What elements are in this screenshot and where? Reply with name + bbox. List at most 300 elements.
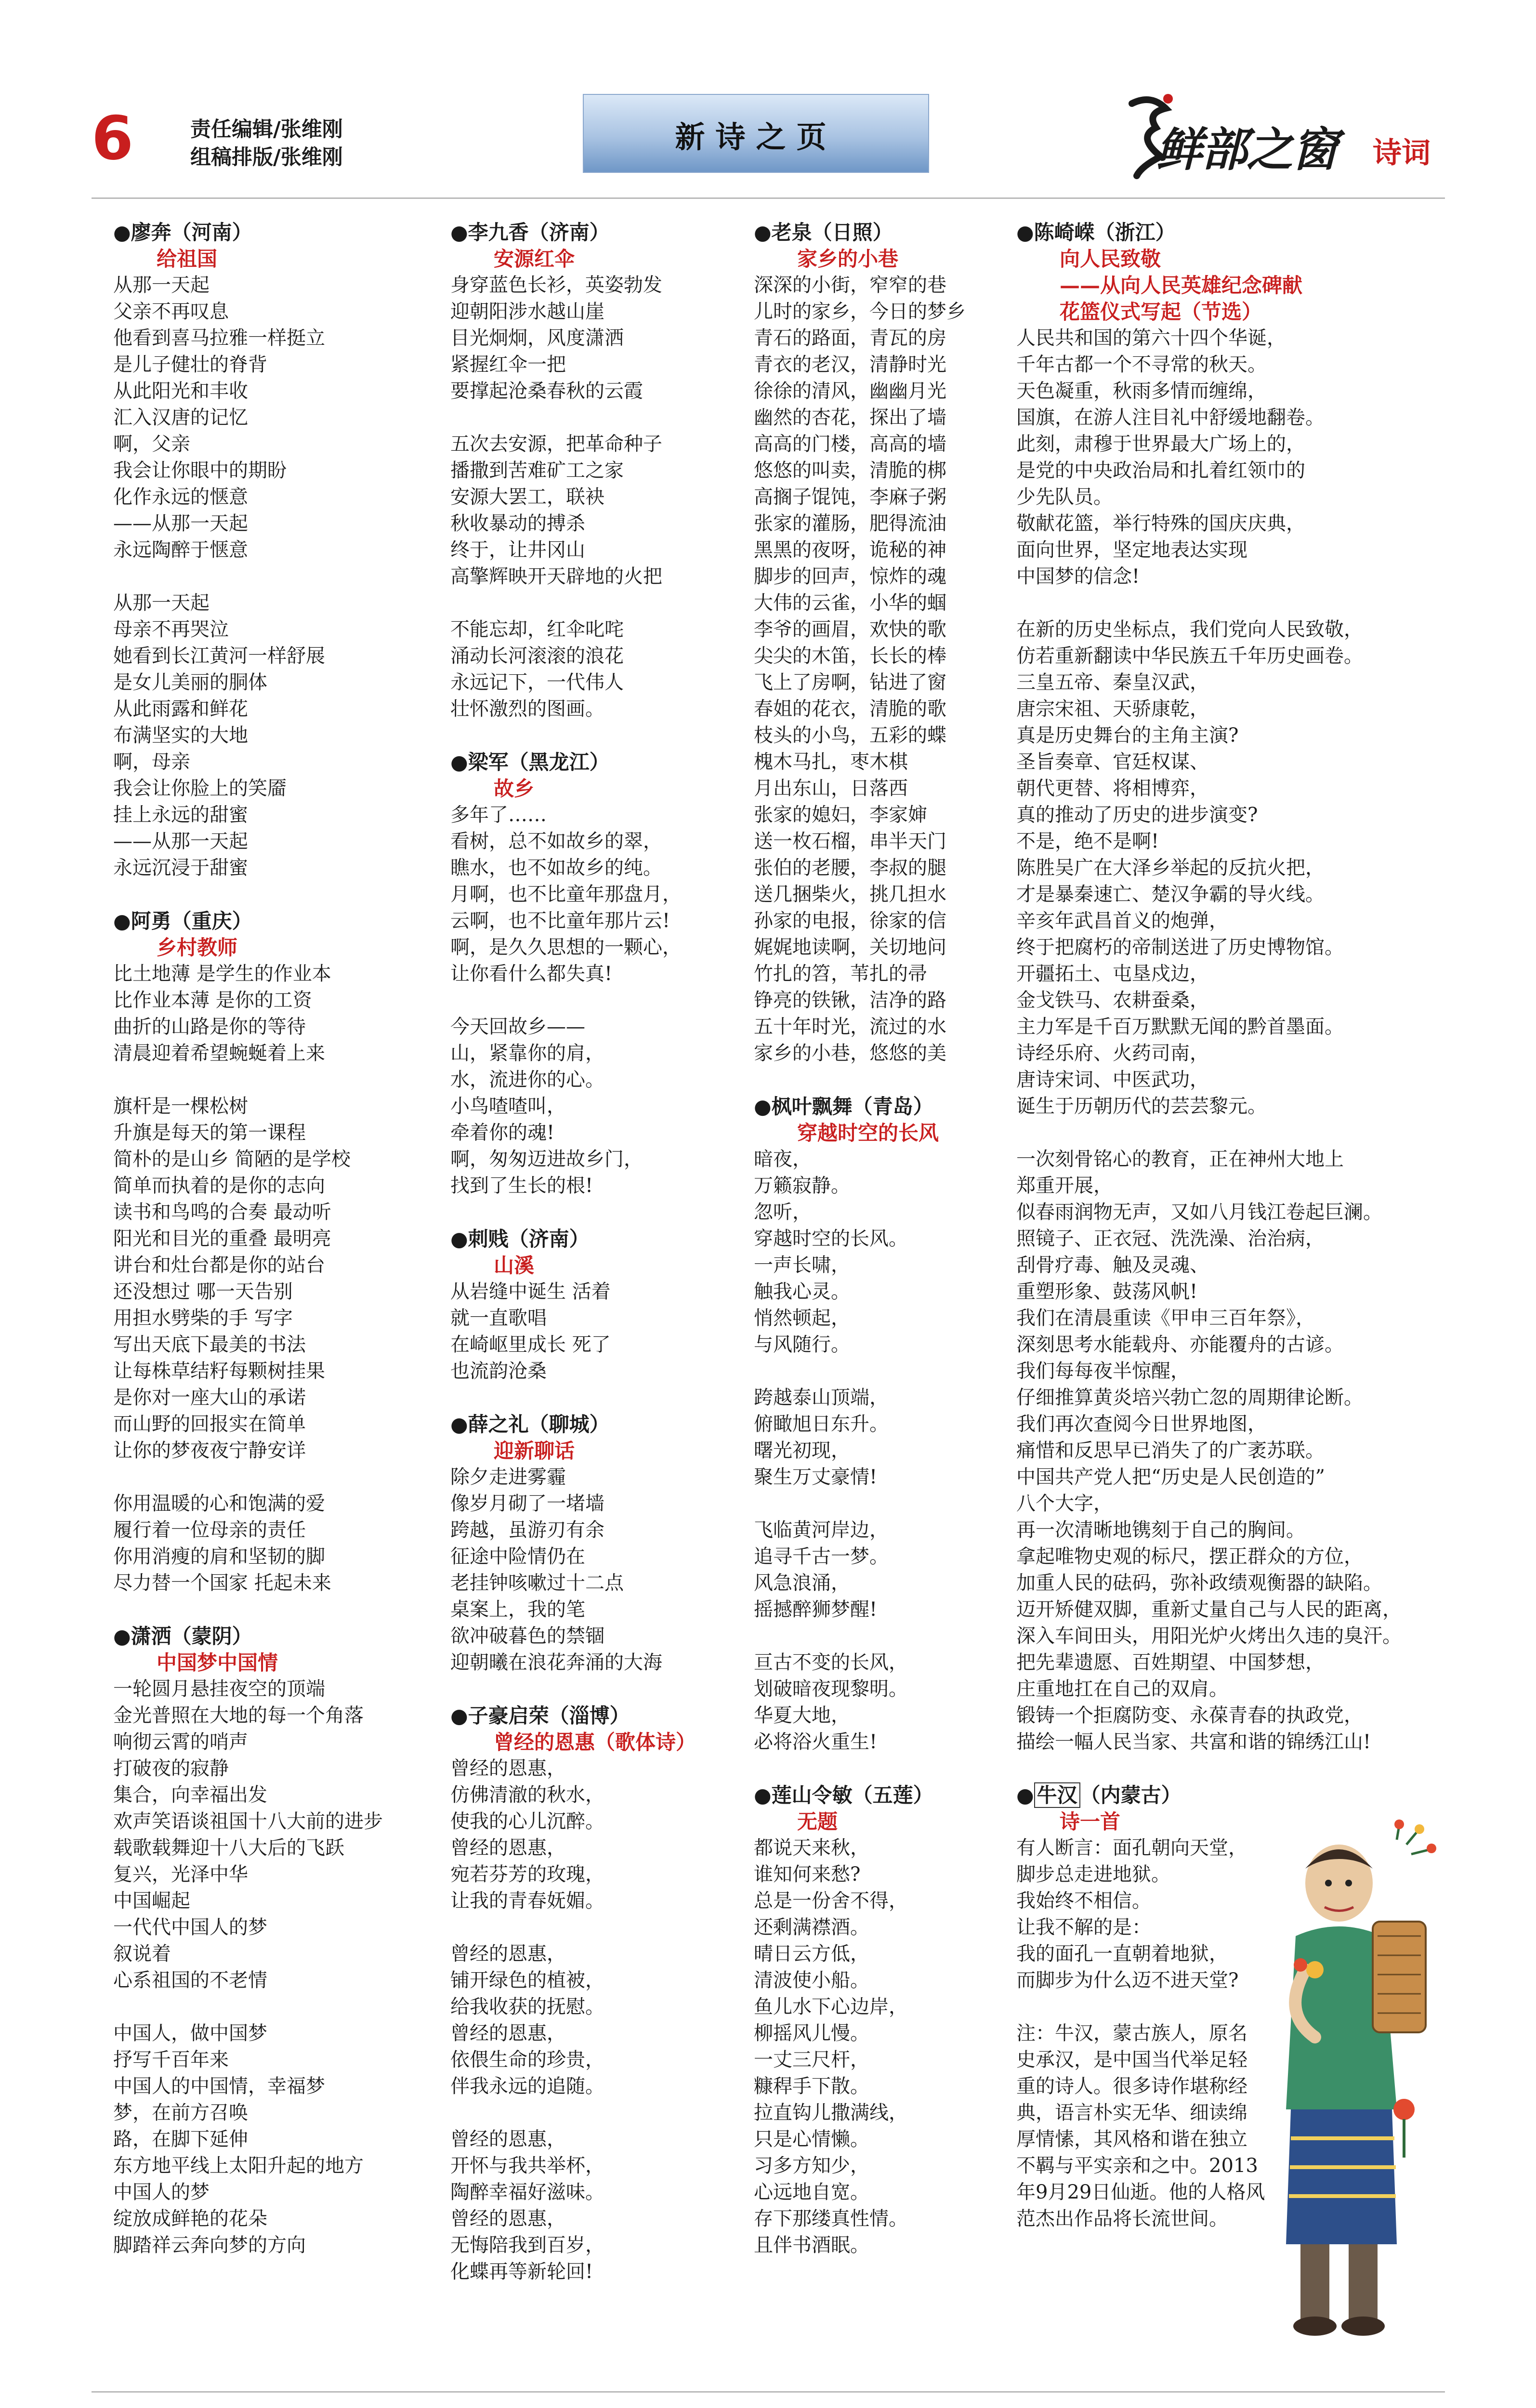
- poem-line: 尽力替一个国家 托起未来: [113, 1572, 331, 1594]
- poem-title: 安源红伞: [494, 247, 575, 271]
- poem-line: 让我不解的是：: [1016, 1916, 1151, 1938]
- poem-body: [1016, 1835, 1286, 2232]
- poem-line: 比作业本薄 是你的工资: [113, 989, 312, 1011]
- stanza-break: [113, 1994, 431, 2020]
- poem-line: 化蝶再等新轮回!: [450, 2261, 593, 2283]
- poem-line: 李爷的画眉，欢快的歌: [754, 618, 946, 641]
- author-region: （内蒙古）: [1080, 1783, 1182, 1807]
- poem-line: 是你对一座大山的承诺: [113, 1387, 306, 1409]
- editor-credits: [190, 116, 343, 171]
- poem-title: 曾经的恩惠（歌体诗）: [494, 1730, 696, 1754]
- poem-line: 仿若重新翻读中华民族五千年历史画卷。: [1016, 645, 1363, 667]
- poem-line: 让你的梦夜夜宁静安详: [113, 1440, 306, 1462]
- poem-line: 华夏大地，: [754, 1704, 850, 1727]
- poem-line: 厚情愫，其风格和谐在独立: [1016, 2128, 1247, 2150]
- poem-line: 送几捆柴火，挑几担水: [754, 883, 946, 905]
- poem-author: ●子豪启荣（淄博）: [450, 1704, 630, 1727]
- poem-line: 让每株草结籽每颗树挂果: [113, 1360, 325, 1382]
- poem-section: [754, 219, 1024, 1067]
- poem-line: 竹扎的笤，苇扎的帚: [754, 963, 927, 985]
- poem-section: [450, 1702, 739, 2285]
- section-gap: [113, 881, 431, 908]
- poem-section: [450, 1226, 739, 1385]
- poem-line: 送一枚石榴，串半天门: [754, 830, 946, 852]
- poem-line: 不羁与平实亲和之中。2013: [1016, 2155, 1258, 2177]
- section-banner: [583, 94, 929, 173]
- poem-line: 我们每每夜半惊醒，: [1016, 1360, 1190, 1382]
- poem-line: 一次刻骨铭心的教育，正在神州大地上: [1016, 1148, 1344, 1170]
- poem-line: 忽听，: [754, 1201, 812, 1223]
- poem-subtitle: ——从向人民英雄纪念碑献: [1060, 274, 1303, 297]
- poem-line: 讲台和灶台都是你的站台: [113, 1254, 325, 1276]
- poem-line: 找到了生长的根!: [450, 1175, 593, 1197]
- poem-line: 有人断言：面孔朝向天堂，: [1016, 1837, 1247, 1859]
- poem-line: 主力军是千百万默默无闻的黔首墨面。: [1016, 1016, 1344, 1038]
- poem-line: 多年了……: [450, 804, 547, 826]
- poem-body: [450, 272, 739, 722]
- poem-section: [113, 908, 431, 1597]
- poem-line: 月出东山，日落西: [754, 777, 908, 799]
- poem-line: 壮怀激烈的图画。: [450, 698, 604, 720]
- author-bullet: ●: [1016, 1783, 1034, 1807]
- poem-line: 似春雨润物无声，又如八月钱江卷起巨澜。: [1016, 1201, 1382, 1223]
- poem-line: 载歌载舞迎十八大后的飞跃: [113, 1837, 344, 1859]
- poem-title: 给祖国: [157, 247, 218, 271]
- stanza-break: [754, 1491, 1024, 1517]
- stanza-break: [450, 405, 739, 431]
- poem-author: ●潇洒（蒙阴）: [113, 1624, 252, 1648]
- poem-body: [113, 1676, 431, 2259]
- poem-line: 高擎辉映开天辟地的火把: [450, 565, 662, 588]
- poem-line: 娓娓地读啊，关切地问: [754, 936, 946, 958]
- poem-section: [113, 1623, 431, 2259]
- poem-line: 摇撼醉狮梦醒!: [754, 1598, 878, 1621]
- poem-line: 你用温暖的心和饱满的爱: [113, 1492, 325, 1515]
- poem-line: 把先辈遗愿、百姓期望、中国梦想，: [1016, 1651, 1325, 1674]
- poem-line: 俯瞰旭日东升。: [754, 1413, 889, 1435]
- poem-line: 穿越时空的长风。: [754, 1228, 908, 1250]
- poem-line: 永远陶醉于惬意: [113, 539, 248, 561]
- poem-line: 深深的小街，窄窄的巷: [754, 274, 946, 296]
- poem-line: 中国共产党人把“历史是人民创造的”: [1016, 1466, 1325, 1488]
- column-1: [113, 219, 431, 2259]
- poem-line: 辛亥年武昌首义的炮弹，: [1016, 910, 1228, 932]
- poem-line: 牵着你的魂!: [450, 1122, 555, 1144]
- poem-line: 就一直歌唱: [450, 1307, 547, 1329]
- poem-line: 张家的灌肠，肥得流油: [754, 512, 946, 535]
- poem-line: 永远沉浸于甜蜜: [113, 857, 248, 879]
- poem-line: 是女儿美丽的胴体: [113, 671, 267, 694]
- poem-line: 拉直钩儿撒满线，: [754, 2102, 908, 2124]
- poem-line: 母亲不再哭泣: [113, 618, 229, 641]
- poem-line: 圣旨奏章、官廷权谋、: [1016, 751, 1209, 773]
- poem-body: [754, 1835, 1024, 2259]
- poem-line: 复兴，光泽中华: [113, 1863, 248, 1885]
- poem-line: 唐诗宋词、中医武功，: [1016, 1069, 1209, 1091]
- poem-title: 乡村教师: [157, 936, 238, 959]
- poem-line: 张家的媳妇，李家婶: [754, 804, 927, 826]
- poem-line: 槐木马扎，枣木棋: [754, 751, 908, 773]
- poem-line: 是党的中央政治局和扎着红领巾的: [1016, 459, 1305, 482]
- poem-line: 注：牛汉，蒙古族人，原名: [1016, 2022, 1247, 2044]
- poem-line: 诞生于历朝历代的芸芸黎元。: [1016, 1095, 1267, 1117]
- poem-line: 啊，是久久思想的一颗心，: [450, 936, 682, 958]
- poem-line: 千年古都一个不寻常的秋天。: [1016, 353, 1267, 376]
- poem-line: 高高的门楼，高高的墙: [754, 433, 946, 455]
- column-3: [754, 219, 1024, 2259]
- poem-section: [754, 1782, 1024, 2259]
- poem-line: 青石的路面，青瓦的房: [754, 327, 946, 349]
- poem-line: 我们在清晨重读《甲申三百年祭》，: [1016, 1307, 1315, 1329]
- poem-line: 唐宗宋祖、天骄康乾，: [1016, 698, 1209, 720]
- poem-line: 总是一份舍不得，: [754, 1890, 908, 1912]
- poem-line: 使我的心儿沉醉。: [450, 1810, 604, 1832]
- poem-line: 重塑形象、鼓荡风帆!: [1016, 1281, 1198, 1303]
- poem-line: 曙光初现，: [754, 1440, 850, 1462]
- poem-line: 打破夜的寂静: [113, 1757, 229, 1780]
- poem-line: 追寻千古一梦。: [754, 1545, 889, 1568]
- poem-line: 不能忘却，红伞叱咤: [450, 618, 624, 641]
- logo-subtitle: 诗词: [1373, 136, 1431, 170]
- poem-line: 无悔陪我到百岁，: [450, 2234, 604, 2256]
- poem-line: 在崎岖里成长 死了: [450, 1334, 611, 1356]
- poem-line: 真是历史舞台的主角主演?: [1016, 724, 1239, 746]
- poem-line: 一声长啸，: [754, 1254, 850, 1276]
- poem-line: 鱼儿水下心边岸，: [754, 1996, 908, 2018]
- poem-line: 真的推动了历史的进步演变?: [1016, 804, 1258, 826]
- poem-line: 我会让你眼中的期盼: [113, 459, 287, 482]
- poem-title: 诗一首: [1060, 1810, 1121, 1833]
- poem-line: 都说天来秋，: [754, 1837, 869, 1859]
- poem-line: 集合，向幸福出发: [113, 1784, 267, 1806]
- poem-line: 看树，总不如故乡的翠，: [450, 830, 662, 852]
- poem-line: 不是，绝不是啊!: [1016, 830, 1159, 852]
- poem-line: 谁知何来愁?: [754, 1863, 861, 1885]
- poem-title: 迎新聊话: [494, 1439, 575, 1463]
- poem-body: [1016, 325, 1450, 1755]
- poem-line: 锻铸一个拒腐防变、永葆青春的执政党，: [1016, 1704, 1363, 1727]
- poem-line: 还剩满襟酒。: [754, 1916, 869, 1938]
- poem-line: 幽然的杏花，探出了墙: [754, 406, 946, 429]
- poem-line: 迎朝曦在浪花奔涌的大海: [450, 1651, 662, 1674]
- stanza-break: [113, 1067, 431, 1093]
- poem-line: 今天回故乡——: [450, 1016, 585, 1038]
- poem-title: 无题: [797, 1810, 838, 1833]
- poem-line: 抒写千百年来: [113, 2049, 229, 2071]
- poem-line: 青衣的老汉，清静时光: [754, 353, 946, 376]
- poem-line: 终于，让井冈山: [450, 539, 585, 561]
- poem-line: 桌案上，我的笔: [450, 1598, 585, 1621]
- poem-line: 郑重开展，: [1016, 1175, 1113, 1197]
- poem-line: 跨越，虽游刃有余: [450, 1519, 604, 1541]
- poem-line: 飞上了房啊，钻进了窗: [754, 671, 946, 694]
- stanza-break: [450, 1914, 739, 1941]
- poem-line: 给我收获的抚慰。: [450, 1996, 604, 2018]
- poem-line: 曾经的恩惠，: [450, 2022, 566, 2044]
- poem-line: 划破暗夜现黎明。: [754, 1678, 908, 1700]
- stanza-break: [1016, 1994, 1286, 2020]
- author-name: 牛汉: [1034, 1782, 1080, 1808]
- poem-line: 旗杆是一棵松树: [113, 1095, 248, 1117]
- stanza-break: [450, 2100, 739, 2126]
- poem-line: 庄重地扛在自己的双肩。: [1016, 1678, 1228, 1700]
- poem-line: 心系祖国的不老情: [113, 1969, 267, 1991]
- poem-line: 重的诗人。很多诗作堪称经: [1016, 2075, 1247, 2097]
- poem-section: [113, 219, 431, 881]
- poem-line: ——从那一天起: [113, 830, 248, 852]
- logo-text: 鲜部之窗: [1156, 122, 1337, 177]
- poem-line: 范杰出作品将长流世间。: [1016, 2208, 1228, 2230]
- poem-line: 必将浴火重生!: [754, 1731, 878, 1753]
- poem-section: [1016, 1782, 1286, 2232]
- poem-line: 风急浪涌，: [754, 1572, 850, 1594]
- footer-divider: [92, 2391, 1445, 2393]
- poem-line: 用担水劈柴的手 写字: [113, 1307, 293, 1329]
- poem-line: 目光炯炯，风度潇洒: [450, 327, 624, 349]
- poem-section: [754, 1093, 1024, 1755]
- poem-line: 安源大罢工，联袂: [450, 486, 604, 508]
- poem-line: 痛惜和反思早已消失了的广袤苏联。: [1016, 1440, 1325, 1462]
- poem-author: ●薛之礼（聊城）: [450, 1413, 610, 1436]
- poem-line: 中国梦的信念!: [1016, 565, 1140, 588]
- poem-line: 也流韵沧桑: [450, 1360, 547, 1382]
- poem-line: 存下那缕真性情。: [754, 2208, 908, 2230]
- poem-line: 仔细推算黄炎培兴勃亡忽的周期律论断。: [1016, 1387, 1363, 1409]
- poem-line: 深刻思考水能载舟、亦能覆舟的古谚。: [1016, 1334, 1344, 1356]
- poem-line: 晴日云方低，: [754, 1943, 869, 1965]
- poem-line: 从岩缝中诞生 活着: [450, 1281, 611, 1303]
- poem-line: 从此阳光和丰收: [113, 380, 248, 402]
- poem-line: 年9月29日仙逝。他的人格风: [1016, 2181, 1265, 2203]
- poem-line: 除夕走进雾霾: [450, 1466, 566, 1488]
- poem-author: ●枫叶飘舞（青岛）: [754, 1095, 933, 1118]
- poem-line: 我们再次查阅今日世界地图，: [1016, 1413, 1267, 1435]
- poem-line: 曾经的恩惠，: [450, 2128, 566, 2150]
- poem-line: 金光普照在大地的每一个角落: [113, 1704, 364, 1727]
- poem-line: 敬献花篮，举行特殊的国庆庆典，: [1016, 512, 1305, 535]
- poem-line: 父亲不再叹息: [113, 301, 229, 323]
- poem-author: ●刺贱（济南）: [450, 1227, 590, 1251]
- poem-line: 大伟的云雀，小华的蝈: [754, 592, 946, 614]
- poem-body: [450, 1755, 739, 2285]
- poem-line: 才是暴秦速亡、楚汉争霸的导火线。: [1016, 883, 1325, 905]
- poem-line: 梦，在前方召唤: [113, 2102, 248, 2124]
- poem-line: 此刻，肃穆于世界最大广场上的，: [1016, 433, 1305, 455]
- poem-author: ●廖奔（河南）: [113, 221, 252, 244]
- poem-line: 瞧水，也不如故乡的纯。: [450, 857, 662, 879]
- poem-line: 飞临黄河岸边，: [754, 1519, 889, 1541]
- poem-line: 要撑起沧桑春秋的云霞: [450, 380, 643, 402]
- poem-line: 聚生万丈豪情!: [754, 1466, 878, 1488]
- poem-section: [1016, 219, 1450, 1755]
- poem-line: 迈开矫健双脚，重新丈量自己与人民的距离，: [1016, 1598, 1402, 1621]
- poem-line: 她看到长江黄河一样舒展: [113, 645, 325, 667]
- section-gap: [450, 1199, 739, 1226]
- poem-line: 开疆拓土、屯垦戍边，: [1016, 963, 1209, 985]
- poem-line: 还没想过 哪一天告别: [113, 1281, 293, 1303]
- poem-line: 云啊，也不比童年那片云!: [450, 910, 670, 932]
- poem-line: 铺开绿色的植被，: [450, 1969, 604, 1991]
- poem-line: 刮骨疗毒、触及灵魂、: [1016, 1254, 1209, 1276]
- poem-line: 触我心灵。: [754, 1281, 850, 1303]
- poem-line: 升旗是每天的第一课程: [113, 1122, 306, 1144]
- section-gap: [450, 1385, 739, 1411]
- poem-line: 加重人民的砝码，弥补政绩观衡器的缺陷。: [1016, 1572, 1382, 1594]
- poem-line: 宛若芬芳的玫瑰，: [450, 1863, 604, 1885]
- poem-line: 亘古不变的长风，: [754, 1651, 908, 1674]
- poem-line: 面向世界，坚定地表达实现: [1016, 539, 1247, 561]
- poem-line: 柳摇风儿慢。: [754, 2022, 869, 2044]
- poem-line: 水，流进你的心。: [450, 1069, 604, 1091]
- poem-title: 家乡的小巷: [797, 247, 899, 271]
- poem-line: 脚步总走进地狱。: [1016, 1863, 1170, 1885]
- poem-line: 涌动长河滚滚的浪花: [450, 645, 624, 667]
- poem-line: 曾经的恩惠，: [450, 1757, 566, 1780]
- poem-line: 依偎生命的珍贵，: [450, 2049, 604, 2071]
- section-gap: [754, 1755, 1024, 1782]
- poem-line: 从那一天起: [113, 592, 210, 614]
- poem-line: 啊，父亲: [113, 433, 190, 455]
- poem-line: 让我的青春妩媚。: [450, 1890, 604, 1912]
- editor-line-2: 组稿排版/张维刚: [190, 145, 343, 170]
- poem-line: 迎朝阳涉水越山崖: [450, 301, 604, 323]
- column-2: [450, 219, 739, 2285]
- poem-line: 伴我永远的追随。: [450, 2075, 604, 2097]
- poem-line: 孙家的电报，徐家的信: [754, 910, 946, 932]
- poem-line: 少先队员。: [1016, 486, 1113, 508]
- poem-line: 阳光和目光的重叠 最明亮: [113, 1228, 331, 1250]
- publication-logo: [1122, 84, 1459, 181]
- poem-subtitle: 花篮仪式写起（节选）: [1060, 300, 1262, 324]
- poem-section: [450, 219, 739, 722]
- poem-line: 啊，匆匆迈进故乡门，: [450, 1148, 643, 1170]
- poem-line: 尖尖的木笛，长长的棒: [754, 645, 946, 667]
- poem-line: 征途中险情仍在: [450, 1545, 585, 1568]
- section-gap: [450, 1676, 739, 1702]
- poem-line: 秋收暴动的搏杀: [450, 512, 585, 535]
- poem-line: 布满坚实的大地: [113, 724, 248, 746]
- poem-line: 与风随行。: [754, 1334, 850, 1356]
- poem-line: 深入车间田头，用阳光炉火烤出久违的臭汗。: [1016, 1625, 1402, 1647]
- poem-section: [450, 749, 739, 1199]
- stanza-break: [754, 1623, 1024, 1649]
- stanza-break: [113, 1464, 431, 1491]
- poem-author: ●老泉（日照）: [754, 221, 893, 244]
- poem-line: 高搁子馄饨，李麻子粥: [754, 486, 946, 508]
- stanza-break: [754, 1358, 1024, 1385]
- poem-body: [754, 272, 1024, 1067]
- stanza-break: [450, 987, 739, 1014]
- poem-line: 你用消瘦的肩和坚韧的脚: [113, 1545, 325, 1568]
- poem-line: 人民共和国的第六十四个华诞，: [1016, 327, 1286, 349]
- poem-title: 向人民致敬: [1060, 247, 1161, 271]
- poem-line: 中国崛起: [113, 1890, 190, 1912]
- poem-line: 而山野的回报实在简单: [113, 1413, 306, 1435]
- poem-line: ——从那一天起: [113, 512, 248, 535]
- poem-line: 史承汉，是中国当代举足轻: [1016, 2049, 1247, 2071]
- poem-line: 曾经的恩惠，: [450, 2208, 566, 2230]
- page-number: 6: [92, 104, 133, 173]
- poem-section: [450, 1411, 739, 1676]
- poem-line: 从此雨露和鲜花: [113, 698, 248, 720]
- poem-line: 东方地平线上太阳升起的地方: [113, 2155, 364, 2177]
- poem-line: 让你看什么都失真!: [450, 963, 613, 985]
- poem-body: [113, 961, 431, 1597]
- poem-line: 是儿子健壮的脊背: [113, 353, 267, 376]
- poem-line: 比土地薄 是学生的作业本: [113, 963, 331, 985]
- poem-line: 暗夜，: [754, 1148, 812, 1170]
- section-gap: [113, 1597, 431, 1623]
- poem-line: 我会让你脸上的笑靥: [113, 777, 287, 799]
- poem-body: [450, 1464, 739, 1676]
- poem-line: 紧握红伞一把: [450, 353, 566, 376]
- poem-body: [450, 802, 739, 1199]
- poem-line: 在新的历史坐标点，我们党向人民致敬，: [1016, 618, 1363, 641]
- poem-line: 化作永远的惬意: [113, 486, 248, 508]
- poem-author: ●陈崎嵘（浙江）: [1016, 221, 1176, 244]
- poem-line: 徐徐的清风，幽幽月光: [754, 380, 946, 402]
- poem-line: 脚踏祥云奔向梦的方向: [113, 2234, 306, 2256]
- poem-line: 糠稈手下散。: [754, 2075, 869, 2097]
- poem-line: 汇入汉唐的记忆: [113, 406, 248, 429]
- poem-line: 清晨迎着希望蜿蜒着上来: [113, 1042, 325, 1064]
- poem-line: 跨越泰山顶端，: [754, 1387, 889, 1409]
- poem-line: 欢声笑语谈祖国十八大前的进步: [113, 1810, 383, 1832]
- poem-line: 陶醉幸福好滋味。: [450, 2181, 604, 2203]
- stanza-break: [113, 563, 431, 590]
- poem-line: 一代代中国人的梦: [113, 1916, 267, 1938]
- poem-line: 典，语言朴实无华、细读绵: [1016, 2102, 1247, 2124]
- poem-line: 老挂钟咳嗽过十二点: [450, 1572, 624, 1594]
- stanza-break: [450, 590, 739, 616]
- poem-author: [1016, 1782, 1286, 1808]
- poem-body: [754, 1146, 1024, 1755]
- poem-line: 履行着一位母亲的责任: [113, 1519, 306, 1541]
- poem-line: 且伴书酒眠。: [754, 2234, 869, 2256]
- poem-line: 悄然顿起，: [754, 1307, 850, 1329]
- poem-line: 啊，母亲: [113, 751, 190, 773]
- section-gap: [1016, 1755, 1450, 1782]
- poem-line: 心远地自宽。: [754, 2181, 869, 2203]
- poem-title: 中国梦中国情: [157, 1651, 278, 1675]
- poem-line: 山，紧靠你的肩，: [450, 1042, 604, 1064]
- header-divider: [92, 197, 1445, 199]
- poem-line: 终于把腐朽的帝制送进了历史博物馆。: [1016, 936, 1344, 958]
- poem-line: 春姐的花衣，清脆的歌: [754, 698, 946, 720]
- poem-line: 响彻云霄的哨声: [113, 1731, 248, 1753]
- section-banner-title: 新诗之页: [675, 119, 837, 155]
- poem-line: 永远记下，一代伟人: [450, 671, 624, 694]
- stanza-break: [1016, 1120, 1450, 1146]
- poem-line: 国旗，在游人注目礼中舒缓地翻卷。: [1016, 406, 1325, 429]
- poem-line: 简单而执着的是你的志向: [113, 1175, 325, 1197]
- poem-line: 仿佛清澈的秋水，: [450, 1784, 604, 1806]
- poem-line: 诗经乐府、火药司南，: [1016, 1042, 1209, 1064]
- poem-line: 曾经的恩惠，: [450, 1943, 566, 1965]
- poem-line: 一丈三尺杆，: [754, 2049, 869, 2071]
- poem-line: 欲冲破暮色的禁锢: [450, 1625, 604, 1647]
- poem-line: 我始终不相信。: [1016, 1890, 1151, 1912]
- poem-line: 像岁月砌了一堵墙: [450, 1492, 604, 1515]
- poem-line: 张伯的老腰，李叔的腿: [754, 857, 946, 879]
- poem-line: 身穿蓝色长衫，英姿勃发: [450, 274, 662, 296]
- poem-line: 曲折的山路是你的等待: [113, 1016, 306, 1038]
- poem-line: 悠悠的叫卖，清脆的梆: [754, 459, 946, 482]
- poet-with-flowers-illustration-icon: [1286, 1811, 1440, 2350]
- poem-title: 故乡: [494, 777, 535, 800]
- poem-author: ●阿勇（重庆）: [113, 909, 252, 933]
- page-header: [0, 0, 1536, 202]
